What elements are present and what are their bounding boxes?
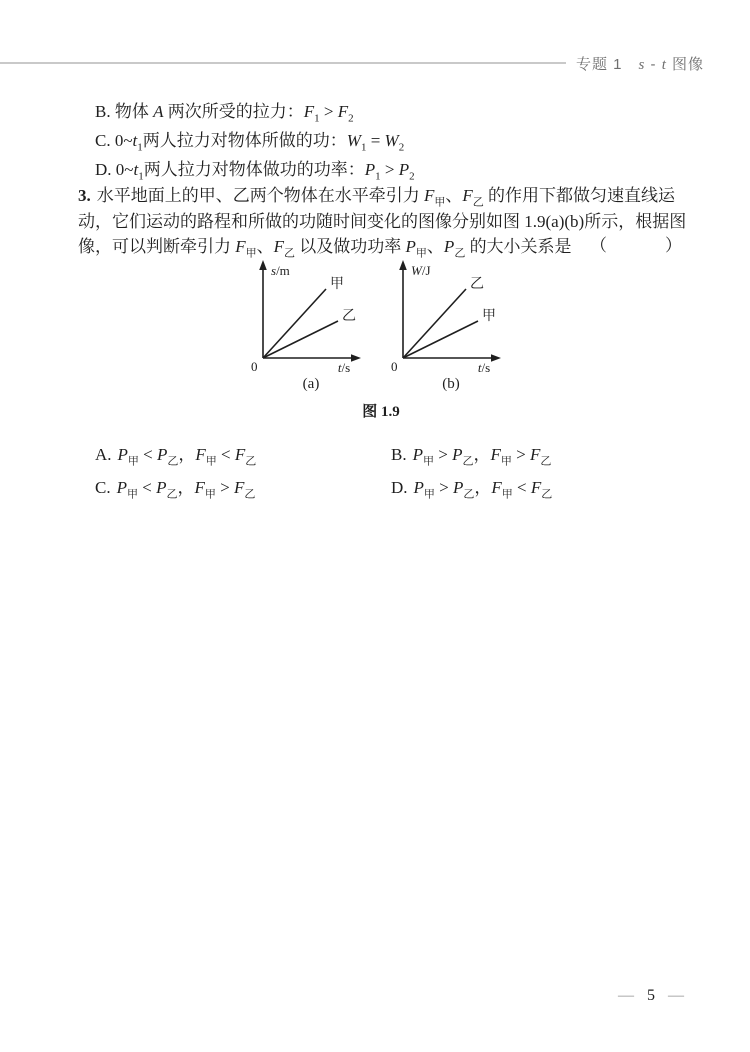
x-axis-label: t/s [337,360,351,375]
x-axis-arrow-icon [491,354,501,362]
header-rule [0,62,566,64]
graph-a-plot [246,258,376,375]
steep-line-label: 甲 [330,277,344,292]
line-steep [403,289,466,358]
graph-b-plot [386,258,516,375]
choice-c-label: C. [95,478,111,497]
answer-blank: （ ） [590,236,690,255]
choice-a [95,440,391,469]
question-number: 3. [78,186,91,205]
choice-b [391,440,695,469]
option-line-c: C. $0\sim t_1$两人拉力对物体所做的功：$W_1 = W_2$ [95,131,405,154]
graph-a-caption: (a) [302,376,320,392]
option-line-d: D. $0\sim t_1$两人拉力对物体做功的功率：$P_1 > P_2$ [95,160,415,183]
page-number: 5 [647,987,655,1004]
y-axis-arrow-icon [399,260,407,270]
choice-c-text: $P_甲 < P_乙$，$F_甲 > F_乙$ [116,478,256,501]
choice-a-label: A. [95,445,112,464]
origin-label: 0 [251,359,258,374]
graph-b [386,258,516,393]
shallow-line-label: 乙 [342,309,356,324]
graph-a [246,258,376,393]
choice-d-text: $P_甲 > P_乙$，$F_甲 < F_乙$ [413,478,553,501]
graph-b-caption: (b) [442,376,460,392]
choice-b-text: $P_甲 > P_乙$，$F_甲 > F_乙$ [412,445,552,468]
choice-d-label: D. [391,478,408,497]
choice-c [95,473,391,502]
figure-caption: 图 1.9 [362,404,400,420]
x-axis-label: t/s [477,360,491,375]
y-axis-label: W/J [411,263,431,278]
y-axis-arrow-icon [259,260,267,270]
x-axis-arrow-icon [351,354,361,362]
y-axis-label: s/m [271,263,290,278]
origin-label: 0 [391,359,398,374]
option-line-b: B. 物体 A 两次所受的拉力：$F_1 > F_2$ [95,102,354,125]
graphs-row [240,258,522,393]
line-shallow [263,321,338,358]
footer-dash-right: — [668,987,684,1004]
choice-b-label: B. [391,445,407,464]
choice-a-text: $P_甲 < P_乙$，$F_甲 < F_乙$ [117,445,257,468]
steep-line-label: 乙 [470,277,484,292]
question-text: 水平地面上的甲、乙两个物体在水平牵引力 $F_甲$、$F_乙$ 的作用下都做匀速直线运动，它们运动的路程和所做的功随时间变化的图像分别如图 1.9(a)(b)所示，根据图像，可以判断牵引力 $F_甲$、$F_乙$ 以及做功功率 $P_甲$、$P_乙$ 的大小关系是 [78,186,687,260]
question-3 [78,183,692,260]
line-shallow [403,321,478,358]
chapter-header: 专题 1 s - t 图像 [576,56,705,73]
figure-1-9 [240,258,522,421]
shallow-line-label: 甲 [482,309,496,324]
footer-dash-left: — [618,987,634,1004]
line-steep [263,289,326,358]
answer-choices [95,440,695,502]
footer [618,987,684,1005]
choice-d [391,473,695,502]
previous-question-options [95,97,415,184]
